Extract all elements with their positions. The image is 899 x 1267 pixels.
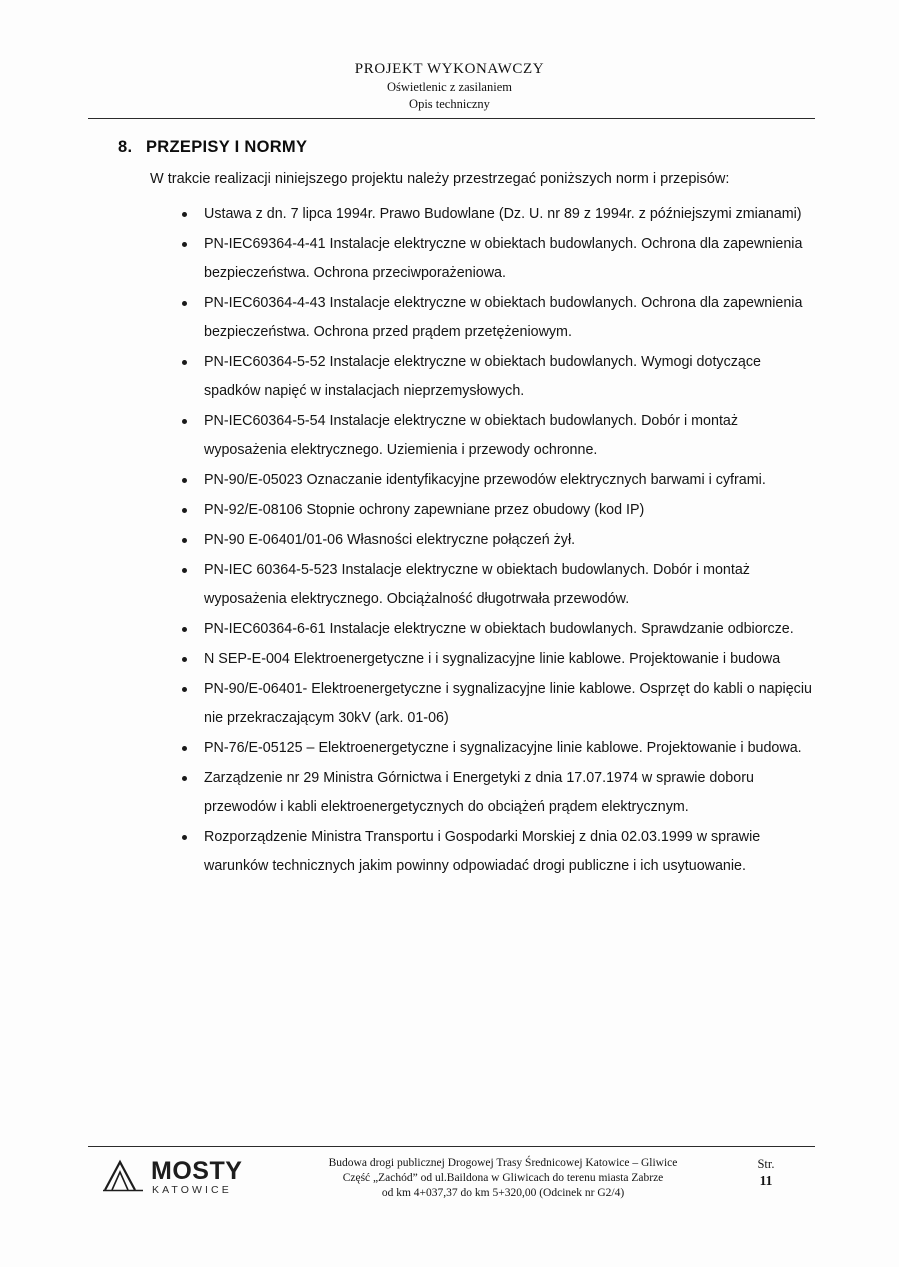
list-item: PN-76/E-05125 – Elektroenergetyczne i sygnalizacyjne linie kablowe. Projektowanie i budowa. [182,734,818,763]
footer-line-3: od km 4+037,37 do km 5+320,00 (Odcinek nr G2/4) [381,1187,625,1199]
list-item: PN-IEC60364-5-52 Instalacje elektryczne w obiektach budowlanych. Wymogi dotyczące spadków napięć w instalacjach nieprzemysłowych. [182,348,818,406]
footer-project-description [288,1156,718,1201]
logo-wordmark: MOSTY [151,1157,243,1185]
header-divider [88,118,815,119]
list-item: Ustawa z dn. 7 lipca 1994r. Prawo Budowlane (Dz. U. nr 89 z 1994r. z późniejszymi zmianami) [182,200,818,229]
page-number: 11 [759,1173,773,1188]
norms-list [118,200,818,881]
list-item: PN-IEC69364-4-41 Instalacje elektryczne w obiektach budowlanych. Ochrona dla zapewnienia bezpieczeństwa. Ochrona przeciwporażeniowa. [182,230,818,288]
header-subsubtitle: Opis techniczny [409,97,490,111]
logo-subtext: KATOWICE [152,1184,232,1196]
list-item: N SEP-E-004 Elektroenergetyczne i i sygnalizacyjne linie kablowe. Projektowanie i budowa [182,645,818,674]
footer-line-1: Budowa drogi publicznej Drogowej Trasy Średnicowej Katowice – Gliwice [328,1157,678,1169]
list-item: PN-90 E-06401/01-06 Własności elektryczne połączeń żył. [182,526,818,555]
page-label: Str. [757,1157,775,1171]
document-body [118,138,818,882]
list-item: PN-IEC 60364-5-523 Instalacje elektryczne w obiektach budowlanych. Dobór i montaż wyposażenia elektrycznego. Obciążalność długotrwała przewodów. [182,556,818,614]
list-item: PN-IEC60364-4-43 Instalacje elektryczne w obiektach budowlanych. Ochrona dla zapewnienia bezpieczeństwa. Ochrona przed prądem przetężeniowym. [182,289,818,347]
list-item: Rozporządzenie Ministra Transportu i Gospodarki Morskiej z dnia 02.03.1999 w sprawie warunków technicznych jakim powinny odpowiadać drogi publiczne i ich usytuowanie. [182,823,818,881]
company-logo [103,1157,273,1203]
section-number: 8. [118,138,133,156]
section-intro: W trakcie realizacji niniejszego projektu należy przestrzegać poniższych norm i przepisów: [150,171,730,187]
page-title [118,138,818,157]
page-number-block [726,1156,806,1189]
header-title: PROJEKT WYKONAWCZY [354,61,545,77]
footer-line-2: Część „Zachód” od ul.Baildona w Gliwicach do terenu miasta Zabrze [342,1172,664,1184]
footer-divider [88,1146,815,1147]
header-subtitle: Oświetlenic z zasilaniem [387,80,512,94]
document-header [0,60,899,113]
mosty-logo-icon [103,1159,147,1193]
list-item: PN-90/E-05023 Oznaczanie identyfikacyjne przewodów elektrycznych barwami i cyframi. [182,466,818,495]
section-title-text: PRZEPISY I NORMY [146,138,308,156]
list-item: PN-92/E-08106 Stopnie ochrony zapewniane przez obudowy (kod IP) [182,496,818,525]
list-item: PN-90/E-06401- Elektroenergetyczne i sygnalizacyjne linie kablowe. Osprzęt do kabli o napięciu nie przekraczającym 30kV (ark. 01-06) [182,675,818,733]
list-item: PN-IEC60364-6-61 Instalacje elektryczne w obiektach budowlanych. Sprawdzanie odbiorcze. [182,615,818,644]
document-footer [88,1152,815,1222]
list-item: Zarządzenie nr 29 Ministra Górnictwa i Energetyki z dnia 17.07.1974 w sprawie doboru przewodów i kabli elektroenergetycznych do obciążeń prądem elektrycznym. [182,764,818,822]
list-item: PN-IEC60364-5-54 Instalacje elektryczne w obiektach budowlanych. Dobór i montaż wyposażenia elektrycznego. Uziemienia i przewody ochronne. [182,407,818,465]
